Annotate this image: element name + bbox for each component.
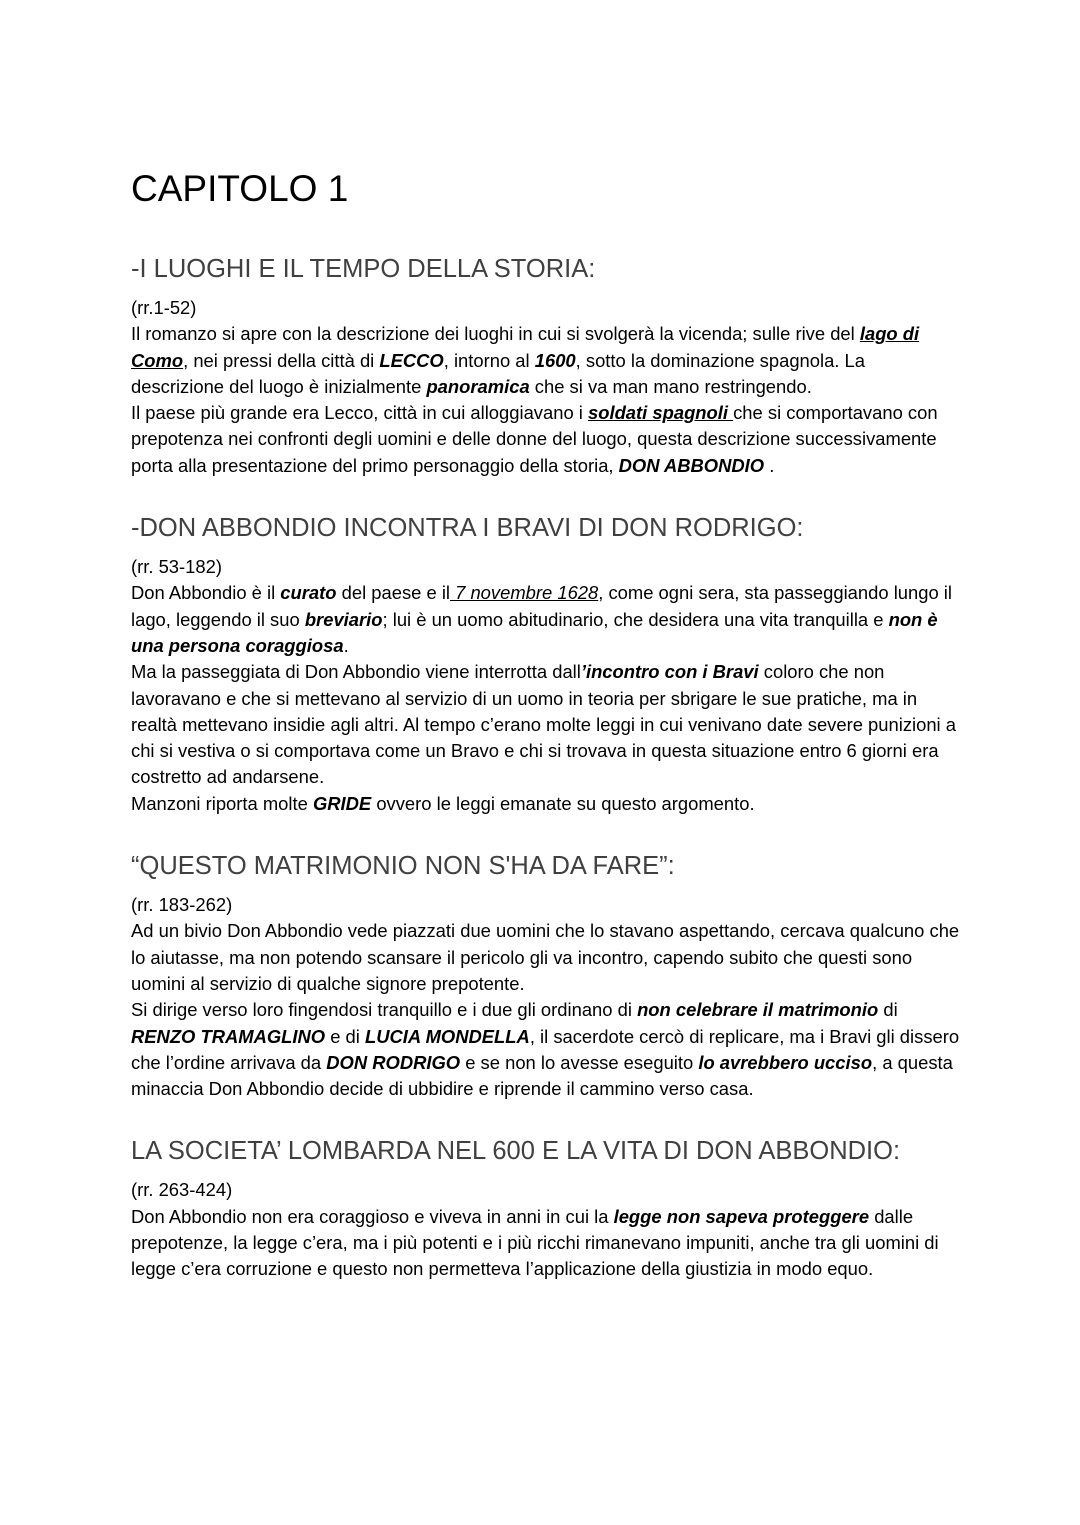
line-reference: (rr. 53-182) — [131, 556, 222, 578]
paragraph — [131, 400, 960, 479]
emphasis-text: panoramica — [426, 375, 530, 397]
text-run: che si va man mano restringendo. — [529, 375, 812, 397]
line-reference: (rr. 263-424) — [131, 1179, 233, 1201]
line-reference: (rr.1-52) — [131, 297, 197, 318]
section-luoghi-tempo — [131, 250, 960, 479]
paragraph — [131, 997, 960, 1102]
text-run: Si dirige verso loro fingendosi tranquillo e i due gli ordinano di — [131, 999, 638, 1021]
text-run: Ma la passeggiata di Don Abbondio viene interrotta dall — [131, 661, 581, 683]
text-run: . — [764, 454, 775, 476]
text-run: , intorno al — [443, 349, 535, 371]
page-title: CAPITOLO 1 — [131, 168, 349, 209]
text-run: Manzoni riporta molte — [131, 792, 313, 814]
text-run: di — [878, 999, 898, 1021]
section-heading: -DON ABBONDIO INCONTRA I BRAVI DI DON RODRIGO: — [131, 514, 804, 543]
section-heading: LA SOCIETA’ LOMBARDA NEL 600 E LA VITA DI DON ABBONDIO: — [131, 1137, 901, 1166]
text-run: Don Abbondio non era coraggioso e viveva in anni in cui la — [131, 1205, 614, 1227]
emphasis-text: non è una persona coraggiosa — [131, 608, 938, 656]
emphasis-text: lo avrebbero ucciso — [698, 1051, 873, 1073]
text-run: . — [343, 634, 349, 656]
emphasis-text: RENZO TRAMAGLINO — [131, 1025, 326, 1047]
paragraph — [131, 1204, 960, 1283]
line-reference: (rr. 183-262) — [131, 894, 233, 916]
text-run: Il romanzo si apre con la descrizione dei luoghi in cui si svolgerà la vicenda; sulle rive del — [131, 323, 860, 345]
text-run: Don Abbondio è il — [131, 582, 281, 604]
text-run: , sotto la dominazione spagnola. La descrizione del luogo è inizialmente — [131, 349, 865, 397]
paragraph — [131, 791, 960, 817]
text-run: ; lui è un uomo abitudinario, che desidera una vita tranquilla e — [382, 608, 889, 630]
emphasis-text: soldati spagnoli — [588, 402, 734, 424]
text-run: Il paese più grande era Lecco, città in cui alloggiavano i — [131, 402, 588, 424]
section-heading: “QUESTO MATRIMONIO NON S'HA DA FARE”: — [131, 852, 675, 881]
text-run: che si comportavano con prepotenza nei confronti degli uomini e delle donne del luogo, questa descrizione successivamente porta alla presentazione del primo personaggio della storia, — [131, 402, 938, 476]
emphasis-text: LUCIA MONDELLA — [364, 1025, 530, 1047]
emphasis-text: curato — [280, 582, 337, 604]
text-run: dalle prepotenze, la legge c’era, ma i più potenti e i più ricchi rimanevano impuniti, anche tra gli uomini di legge c’era corruzione e questo non permetteva l’applicazione della giustizia in modo equo. — [131, 1205, 939, 1280]
text-run: e se non lo avesse eseguito — [460, 1051, 699, 1073]
emphasis-text: non celebrare il matrimonio — [637, 999, 879, 1021]
section-matrimonio — [131, 847, 960, 1102]
emphasis-text: DON ABBONDIO — [618, 454, 765, 476]
text-run: , a questa minaccia Don Abbondio decide di ubbidire e riprende il cammino verso casa. — [131, 1051, 953, 1100]
text-run: coloro che non lavoravano e che si mettevano al servizio di un uomo in teoria per sbrigare le sue pratiche, ma in realtà mettevano insidie agli altri. Al tempo c’erano molte leggi in cui venivano date severe punizioni a chi si vestiva o si comportava come un Bravo e chi si trovava in questa situazione entro 6 giorni era costretto ad andarsene. — [131, 661, 956, 788]
section-incontro-bravi — [131, 509, 960, 817]
text-run: , nei pressi della città di — [183, 349, 380, 371]
text-run: del paese e il — [336, 582, 450, 604]
section-heading: -I LUOGHI E IL TEMPO DELLA STORIA: — [131, 255, 596, 283]
paragraph — [131, 659, 960, 790]
emphasis-text: ’incontro con i Bravi — [580, 661, 759, 683]
text-run: e di — [325, 1025, 365, 1047]
emphasis-text: 1600 — [534, 349, 576, 371]
emphasis-text: 7 novembre 1628 — [450, 582, 599, 604]
emphasis-text: GRIDE — [312, 792, 372, 814]
emphasis-text: breviario — [304, 608, 383, 630]
paragraph — [131, 918, 960, 997]
paragraph — [131, 321, 960, 400]
emphasis-text: lago di Como — [131, 323, 920, 371]
text-run: ovvero le leggi emanate su questo argomento. — [371, 792, 755, 814]
paragraph — [131, 580, 960, 659]
text-run: Ad un bivio Don Abbondio vede piazzati due uomini che lo stavano aspettando, cercava qualcuno che lo aiutasse, ma non potendo scansare il pericolo gli va incontro, capendo subito che questi sono uomini al servizio di qualche signore prepotente. — [131, 920, 960, 994]
section-societa-lombarda — [131, 1132, 960, 1282]
text-run: , il sacerdote cercò di replicare, ma i Bravi gli dissero che l’ordine arrivava da — [131, 1025, 960, 1073]
emphasis-text: DON RODRIGO — [326, 1051, 461, 1073]
emphasis-text: LECCO — [379, 349, 444, 371]
emphasis-text: legge non sapeva proteggere — [613, 1205, 870, 1227]
text-run: , come ogni sera, sta passeggiando lungo il lago, leggendo il suo — [131, 582, 952, 630]
